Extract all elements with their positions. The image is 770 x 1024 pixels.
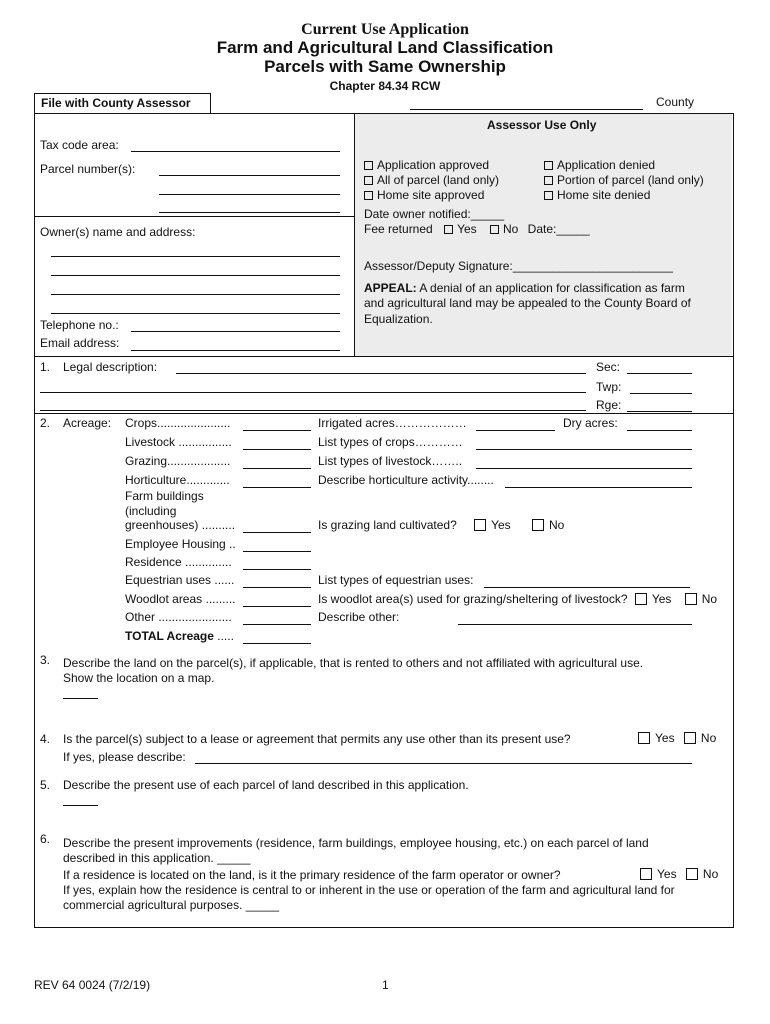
fee-returned-row: Fee returned Yes No Date:_____ — [364, 222, 590, 236]
appeal-line3: Equalization. — [364, 312, 433, 326]
checkbox-icon — [364, 191, 373, 200]
employee-housing-field[interactable] — [243, 551, 311, 552]
livestock-field[interactable] — [243, 449, 311, 450]
farm-buildings-label-1: Farm buildings — [125, 489, 204, 503]
assessor-signature[interactable]: Assessor/Deputy Signature:________________________ — [364, 259, 673, 273]
q6-yes-checkbox[interactable] — [640, 868, 652, 880]
appeal-line1: APPEAL: A denial of an application for classification as farm — [364, 281, 685, 295]
sec-field[interactable] — [627, 373, 692, 374]
total-acreage-label: TOTAL Acreage ..... — [125, 629, 234, 643]
email-label: Email address: — [40, 336, 120, 350]
grazing-cultivated-no-checkbox[interactable] — [532, 519, 544, 531]
q4-yes-no: Yes No — [638, 731, 716, 745]
describe-hort-label: Describe horticulture activity........ — [318, 473, 494, 487]
describe-other-field[interactable] — [458, 624, 692, 625]
q4-yes-checkbox[interactable] — [638, 732, 650, 744]
q6-line2: described in this application. _____ — [63, 851, 251, 865]
owner-label: Owner(s) name and address: — [40, 225, 196, 239]
equestrian-label: Equestrian uses ...... — [125, 573, 235, 587]
checkbox-icon — [544, 161, 553, 170]
q4-line2: If yes, please describe: — [63, 750, 186, 764]
q5-number: 5. — [40, 778, 51, 792]
grazing-label: Grazing................... — [125, 454, 231, 468]
owner-field-2[interactable] — [51, 275, 340, 276]
total-acreage-field[interactable] — [243, 643, 311, 644]
q6-yes-no: Yes No — [640, 867, 718, 881]
appeal-line2: and agricultural land may be appealed to the County Board of — [364, 296, 691, 310]
chapter-reference: Chapter 84.34 RCW — [329, 79, 441, 93]
grazing-field[interactable] — [243, 468, 311, 469]
dry-acres-field[interactable] — [627, 430, 692, 431]
owner-field-1[interactable] — [51, 256, 340, 257]
app-denied-option[interactable]: Application denied — [544, 158, 655, 172]
q6-line3: If a residence is located on the land, is it the primary residence of the farm operator or owner? — [63, 868, 561, 882]
checkbox-icon — [364, 161, 373, 170]
farm-buildings-label-3: greenhouses) .......... — [125, 518, 236, 532]
q3-number: 3. — [40, 653, 51, 667]
employee-housing-label: Employee Housing .. — [125, 537, 236, 551]
assessor-use-only-title: Assessor Use Only — [487, 118, 597, 132]
rge-field[interactable] — [627, 411, 692, 412]
form-title-line1: Current Use Application — [301, 21, 469, 38]
crops-field[interactable] — [243, 430, 311, 431]
residence-label: Residence .............. — [125, 555, 232, 569]
portion-parcel-option[interactable]: Portion of parcel (land only) — [544, 173, 704, 187]
woodlot-label: Woodlot areas ......... — [125, 592, 236, 606]
checkbox-icon — [544, 191, 553, 200]
irrigated-label: Irrigated acres……………… — [318, 416, 467, 430]
q6-line4: If yes, explain how the residence is central to or inherent in the use or operation of the farm and agricultural land for — [63, 883, 675, 897]
list-livestock-label: List types of livestock…….. — [318, 454, 463, 468]
legal-description-field-1[interactable] — [176, 373, 586, 374]
q2-number: 2. — [40, 416, 51, 430]
telephone-field[interactable] — [131, 331, 340, 332]
grazing-cultivated-yes-checkbox[interactable] — [474, 519, 486, 531]
form-number: REV 64 0024 (7/2/19) — [34, 978, 151, 992]
form-title-line3: Parcels with Same Ownership — [264, 57, 506, 76]
fee-no-checkbox[interactable] — [490, 225, 499, 234]
rge-label: Rge: — [596, 398, 622, 412]
all-parcel-option[interactable]: All of parcel (land only) — [364, 173, 499, 187]
form-title-line2: Farm and Agricultural Land Classification — [216, 38, 554, 57]
parcel-number-field-1[interactable] — [159, 175, 340, 176]
crops-label: Crops...................... — [125, 416, 231, 430]
livestock-label: Livestock ................ — [125, 435, 232, 449]
app-approved-option[interactable]: Application approved — [364, 158, 489, 172]
checkbox-icon — [544, 176, 553, 185]
twp-field[interactable] — [630, 393, 692, 394]
fee-date[interactable]: Date:_____ — [527, 222, 590, 236]
telephone-label: Telephone no.: — [40, 318, 119, 332]
other-label: Other ...................... — [125, 610, 232, 624]
email-field[interactable] — [131, 350, 340, 351]
farm-buildings-label-2: (including — [125, 504, 177, 518]
q4-line1: Is the parcel(s) subject to a lease or agreement that permits any use other than its present use? — [63, 732, 571, 746]
q5-line1: Describe the present use of each parcel of land described in this application. — [63, 778, 469, 792]
date-owner-notified[interactable]: Date owner notified:_____ — [364, 207, 505, 221]
q6-line1: Describe the present improvements (residence, farm buildings, employee housing, etc.) on each parcel of land — [63, 836, 649, 850]
q2-label: Acreage: — [63, 416, 112, 430]
farm-buildings-field[interactable] — [243, 532, 311, 533]
tax-code-field[interactable] — [131, 151, 340, 152]
legal-description-field-2[interactable] — [40, 392, 586, 393]
dry-acres-label: Dry acres: — [563, 416, 618, 430]
checkbox-icon — [364, 176, 373, 185]
q4-no-checkbox[interactable] — [684, 732, 696, 744]
county-name-line[interactable] — [410, 109, 643, 110]
describe-hort-field[interactable] — [505, 487, 692, 488]
list-crops-field[interactable] — [476, 449, 692, 450]
home-denied-option[interactable]: Home site denied — [544, 188, 650, 202]
file-with-assessor-label: File with County Assessor — [34, 93, 211, 113]
tax-code-label: Tax code area: — [40, 138, 119, 152]
woodlot-used-no-checkbox[interactable] — [685, 593, 697, 605]
q3-line2: Show the location on a map. — [63, 671, 215, 685]
woodlot-used-yes-checkbox[interactable] — [635, 593, 647, 605]
grazing-cultivated-row: Is grazing land cultivated? Yes No — [318, 518, 565, 532]
owner-field-4[interactable] — [51, 313, 340, 314]
q6-number: 6. — [40, 832, 51, 846]
legal-description-field-3[interactable] — [40, 410, 586, 411]
other-field[interactable] — [243, 624, 311, 625]
q4-describe-field[interactable] — [195, 763, 692, 764]
describe-other-label: Describe other: — [318, 610, 400, 624]
page-number: 1 — [382, 978, 389, 992]
woodlot-field[interactable] — [243, 606, 311, 607]
county-label: County — [656, 95, 695, 109]
q6-line5: commercial agricultural purposes. _____ — [63, 898, 280, 912]
q6-no-checkbox[interactable] — [686, 868, 698, 880]
fee-yes-checkbox[interactable] — [444, 225, 453, 234]
list-equestrian-field[interactable] — [484, 587, 690, 588]
list-equestrian-label: List types of equestrian uses: — [318, 573, 474, 587]
equestrian-field[interactable] — [243, 587, 311, 588]
list-livestock-field[interactable] — [476, 468, 692, 469]
q5-answer-field[interactable] — [63, 805, 98, 806]
q1-number: 1. — [40, 360, 51, 374]
irrigated-field[interactable] — [476, 430, 555, 431]
residence-field[interactable] — [243, 569, 311, 570]
sec-label: Sec: — [596, 360, 621, 374]
horticulture-field[interactable] — [243, 487, 311, 488]
parcel-number-field-2[interactable] — [159, 194, 340, 195]
q3-line1: Describe the land on the parcel(s), if applicable, that is rented to others and not affiliated with agricultural use. — [63, 656, 644, 670]
list-crops-label: List types of crops………… — [318, 435, 463, 449]
owner-field-3[interactable] — [51, 294, 340, 295]
q4-number: 4. — [40, 732, 51, 746]
q3-answer-field[interactable] — [63, 698, 98, 699]
q1-label: Legal description: — [63, 360, 158, 374]
horticulture-label: Horticulture............. — [125, 473, 230, 487]
twp-label: Twp: — [596, 380, 622, 394]
parcel-numbers-label: Parcel number(s): — [40, 162, 136, 176]
home-approved-option[interactable]: Home site approved — [364, 188, 484, 202]
parcel-number-field-3[interactable] — [159, 212, 340, 213]
woodlot-used-row: Is woodlot area(s) used for grazing/sheltering of livestock? Yes No — [318, 592, 718, 606]
